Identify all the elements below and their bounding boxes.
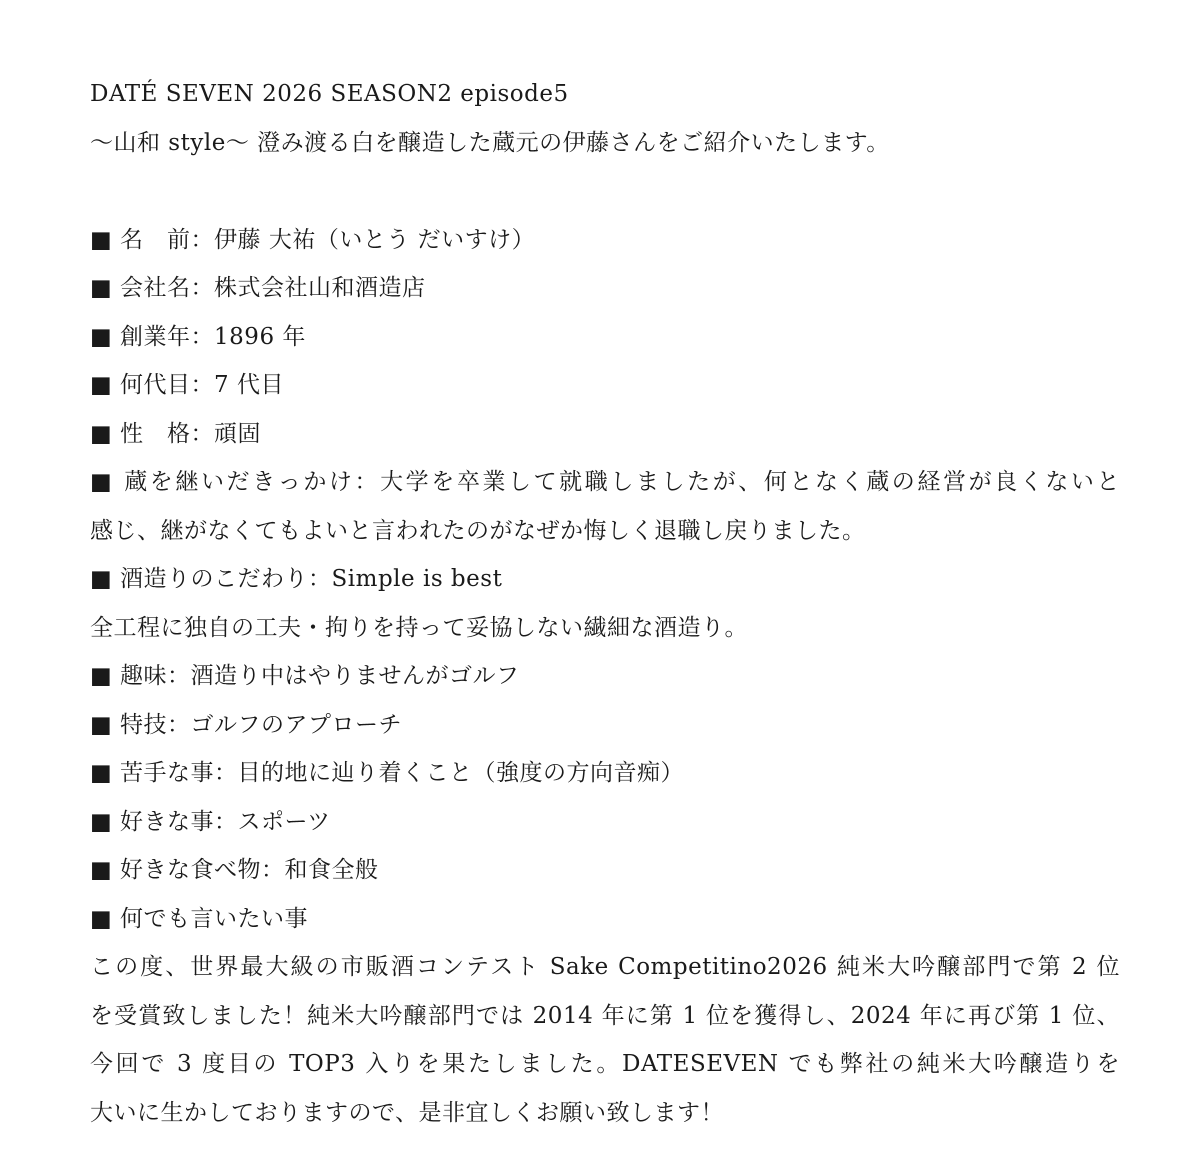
profile-reason-line-2: 感じ、継がなくてもよいと言われたのがなぜか悔しく退職し戻りました。 — [90, 517, 866, 544]
profile-likes: ■ 好きな事：スポーツ — [90, 808, 331, 835]
message-line-4: 大いに生かしておりますので、是非宜しくお願い致します！ — [90, 1099, 725, 1126]
message-line-1: この度、世界最大級の市販酒コンテスト Sake Competitino2026 純米大吟醸部門で第 2 位 — [90, 954, 1120, 980]
profile-hobby: ■ 趣味：酒造り中はやりませんがゴルフ — [90, 663, 520, 689]
document-body — [90, 70, 1120, 1137]
message-heading: ■ 何でも言いたい事 — [90, 905, 309, 932]
profile-favorite-food: ■ 好きな食べ物：和食全般 — [90, 857, 379, 883]
page-title: DATÉ SEVEN 2026 SEASON2 episode5 — [90, 81, 569, 107]
profile-founded: ■ 創業年：1896 年 — [90, 323, 306, 350]
message-line-2: を受賞致しました！純米大吟醸部門では 2014 年に第 1 位を獲得し、2024 年に再び第 1 位、 — [90, 1002, 1120, 1029]
page-subtitle: 〜山和 style〜 澄み渡る白を醸造した蔵元の伊藤さんをご紹介いたします。 — [90, 129, 890, 156]
profile-weakness: ■ 苦手な事：目的地に辿り着くこと（強度の方向音痴） — [90, 760, 685, 786]
spacer — [90, 167, 1120, 216]
profile-skill: ■ 特技：ゴルフのアプローチ — [90, 711, 403, 738]
profile-commitment: ■ 酒造りのこだわり：Simple is best — [90, 566, 503, 592]
profile-company: ■ 会社名：株式会社山和酒造店 — [90, 275, 426, 301]
profile-generation: ■ 何代目：7 代目 — [90, 372, 284, 398]
profile-name: ■ 名 前：伊藤 大祐（いとう だいすけ） — [90, 226, 536, 253]
message-line-3: 今回で 3 度目の TOP3 入りを果たしました。DATESEVEN でも弊社の純米大吟醸造りを — [90, 1051, 1120, 1077]
profile-commitment-detail: 全工程に独自の工夫・拘りを持って妥協しない繊細な酒造り。 — [90, 614, 748, 641]
profile-reason-line-1: ■ 蔵を継いだきっかけ：大学を卒業して就職しましたが、何となく蔵の経営が良くないと — [90, 469, 1120, 495]
profile-personality: ■ 性 格：頑固 — [90, 420, 262, 447]
